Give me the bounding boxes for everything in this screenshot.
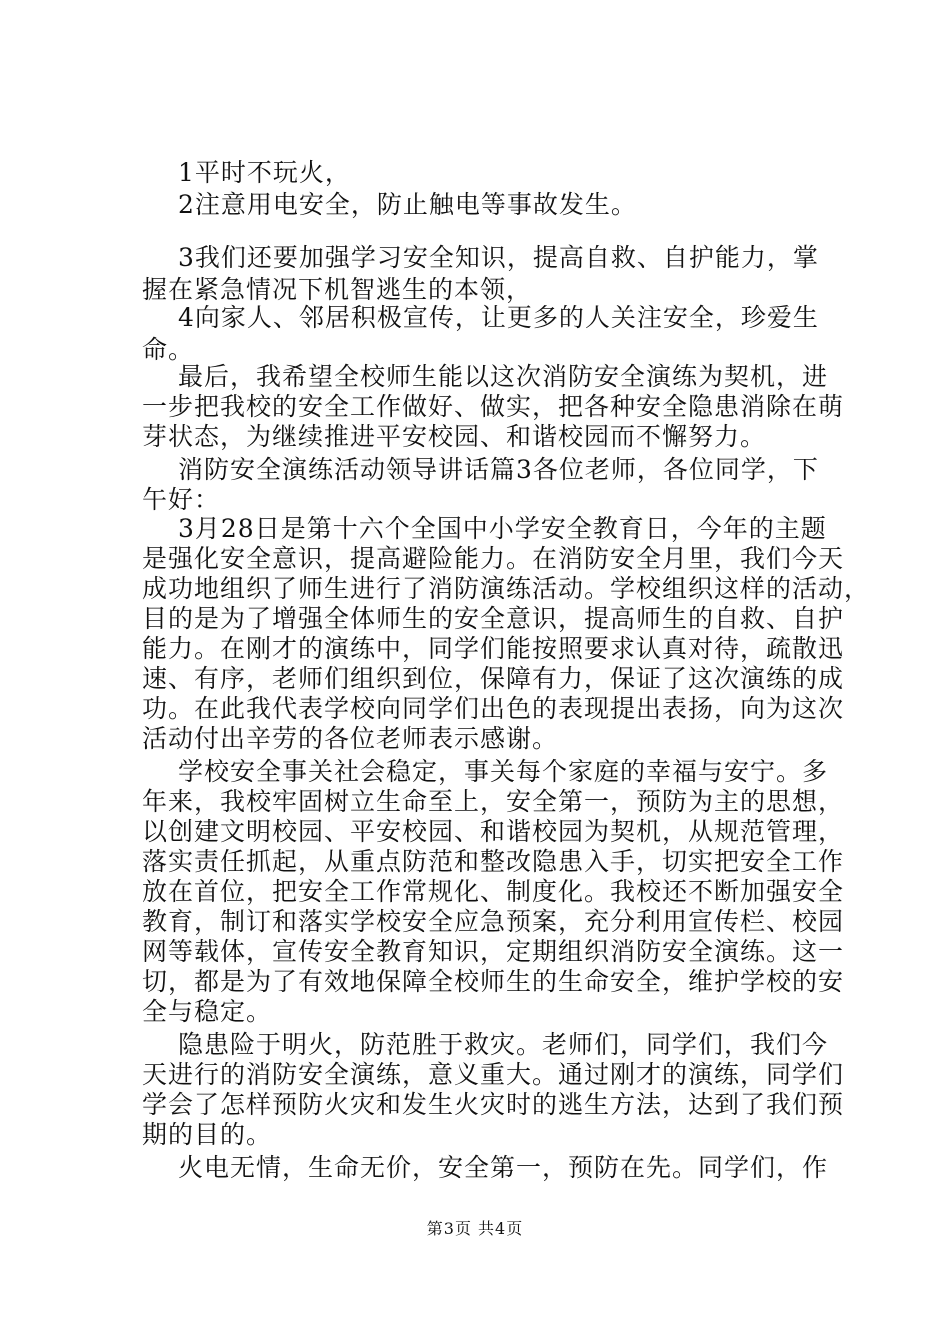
text-line-32: 期的目的。	[142, 1120, 273, 1149]
text-line-12: 3月28日是第十六个全国中小学安全教育日，今年的主题	[178, 514, 827, 543]
text-line-9: 芽状态，为继续推进平安校园、和谐校园而不懈努力。	[142, 422, 767, 451]
text-line-7: 最后，我希望全校师生能以这次消防安全演练为契机，进	[178, 362, 829, 391]
text-line-11: 午好：	[142, 485, 221, 514]
text-line-3: 3我们还要加强学习安全知识，提高自救、自护能力，掌	[178, 243, 819, 272]
text-line-31: 学会了怎样预防火灾和发生火灾时的逃生方法，达到了我们预	[142, 1090, 845, 1119]
text-line-17: 速、有序，老师们组织到位，保障有力，保证了这次演练的成	[142, 664, 845, 693]
text-line-23: 落实责任抓起，从重点防范和整改隐患入手，切实把安全工作	[142, 847, 845, 876]
text-line-1: 1平时不玩火，	[178, 158, 351, 187]
text-line-22: 以创建文明校园、平安校园、和谐校园为契机，从规范管理，	[142, 817, 845, 846]
text-line-29: 隐患险于明火，防范胜于救灾。老师们，同学们，我们今	[178, 1030, 829, 1059]
text-line-20: 学校安全事关社会稳定，事关每个家庭的幸福与安宁。多	[178, 757, 829, 786]
text-line-26: 网等载体，宣传安全教育知识，定期组织消防安全演练。这一	[142, 937, 845, 966]
text-line-19: 活动付出辛劳的各位老师表示感谢。	[142, 724, 559, 753]
text-line-18: 功。在此我代表学校向同学们出色的表现提出表扬，向为这次	[142, 694, 845, 723]
text-line-16: 能力。在刚才的演练中，同学们能按照要求认真对待，疏散迅	[142, 634, 845, 663]
text-line-2: 2注意用电安全，防止触电等事故发生。	[178, 190, 637, 219]
text-line-30: 天进行的消防安全演练，意义重大。通过刚才的演练，同学们	[142, 1060, 845, 1089]
text-line-5: 4向家人、邻居积极宣传，让更多的人关注安全，珍爱生	[178, 303, 819, 332]
text-line-6: 命。	[142, 335, 195, 364]
text-line-33: 火电无情，生命无价，安全第一，预防在先。同学们，作	[178, 1153, 829, 1182]
text-line-24: 放在首位，把安全工作常规化、制度化。我校还不断加强安全	[142, 877, 845, 906]
text-line-28: 全与稳定。	[142, 997, 273, 1026]
text-line-15: 目的是为了增强全体师生的安全意识，提高师生的自救、自护	[142, 604, 845, 633]
text-line-27: 切，都是为了有效地保障全校师生的生命安全，维护学校的安	[142, 967, 845, 996]
text-line-4: 握在紧急情况下机智逃生的本领，	[142, 275, 533, 304]
text-line-13: 是强化安全意识，提高避险能力。在消防安全月里，我们今天	[142, 544, 845, 573]
text-line-14: 成功地组织了师生进行了消防演练活动。学校组织这样的活动，	[142, 574, 871, 603]
text-line-10: 消防安全演练活动领导讲话篇3各位老师，各位同学，下	[178, 455, 819, 484]
text-line-25: 教育，制订和落实学校安全应急预案，充分利用宣传栏、校园	[142, 907, 845, 936]
text-line-8: 一步把我校的安全工作做好、做实，把各种安全隐患消除在萌	[142, 392, 845, 421]
page-footer: 第3页 共4页	[426, 1219, 524, 1238]
text-line-21: 年来，我校牢固树立生命至上，安全第一，预防为主的思想，	[142, 787, 845, 816]
